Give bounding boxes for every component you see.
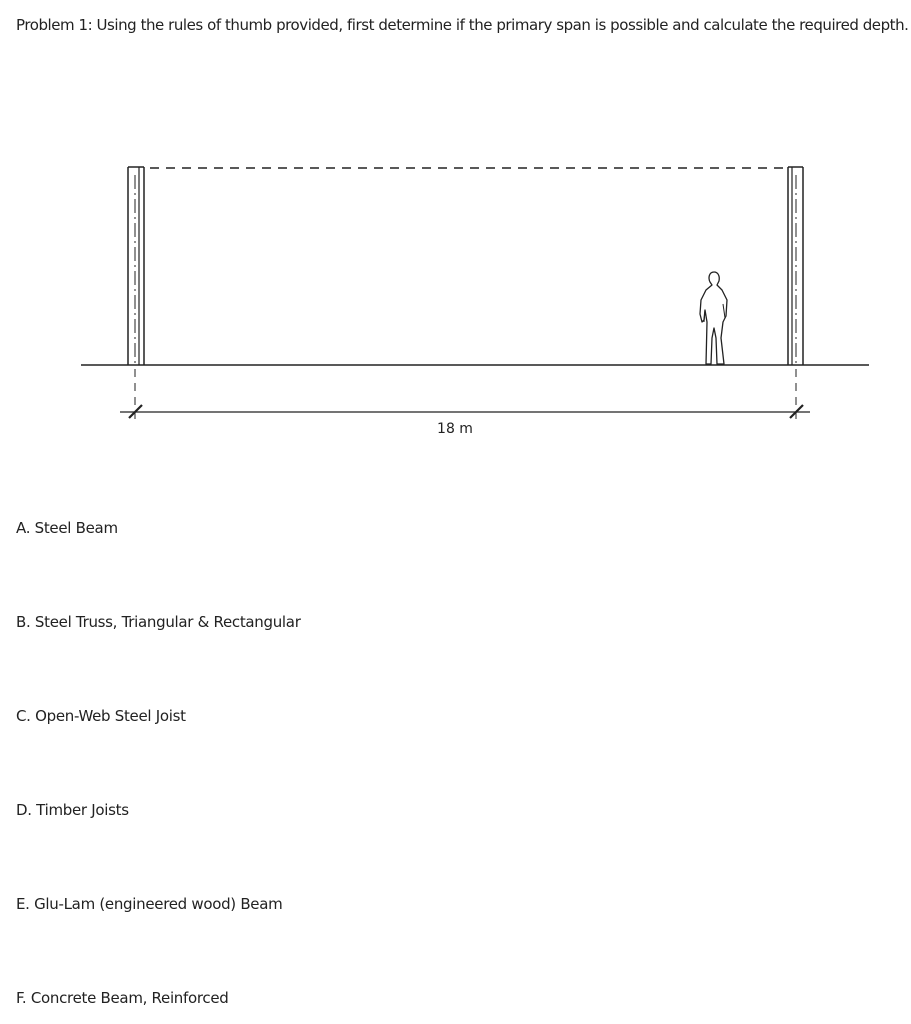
option-e: E. Glu-Lam (engineered wood) Beam [16, 895, 283, 913]
option-f: F. Concrete Beam, Reinforced [16, 989, 229, 1007]
option-c: C. Open-Web Steel Joist [16, 707, 186, 725]
option-a: A. Steel Beam [16, 519, 118, 537]
problem-statement: Problem 1: Using the rules of thumb provided, first determine if the primary span is possible and calculate the required depth. [16, 16, 909, 34]
option-d: D. Timber Joists [16, 801, 129, 819]
option-b: B. Steel Truss, Triangular & Rectangular [16, 613, 301, 631]
span-diagram [0, 0, 911, 480]
span-dimension-label: 18 m [437, 421, 473, 437]
left-column [128, 167, 144, 365]
human-figure-icon [700, 272, 727, 364]
right-column [788, 167, 803, 365]
